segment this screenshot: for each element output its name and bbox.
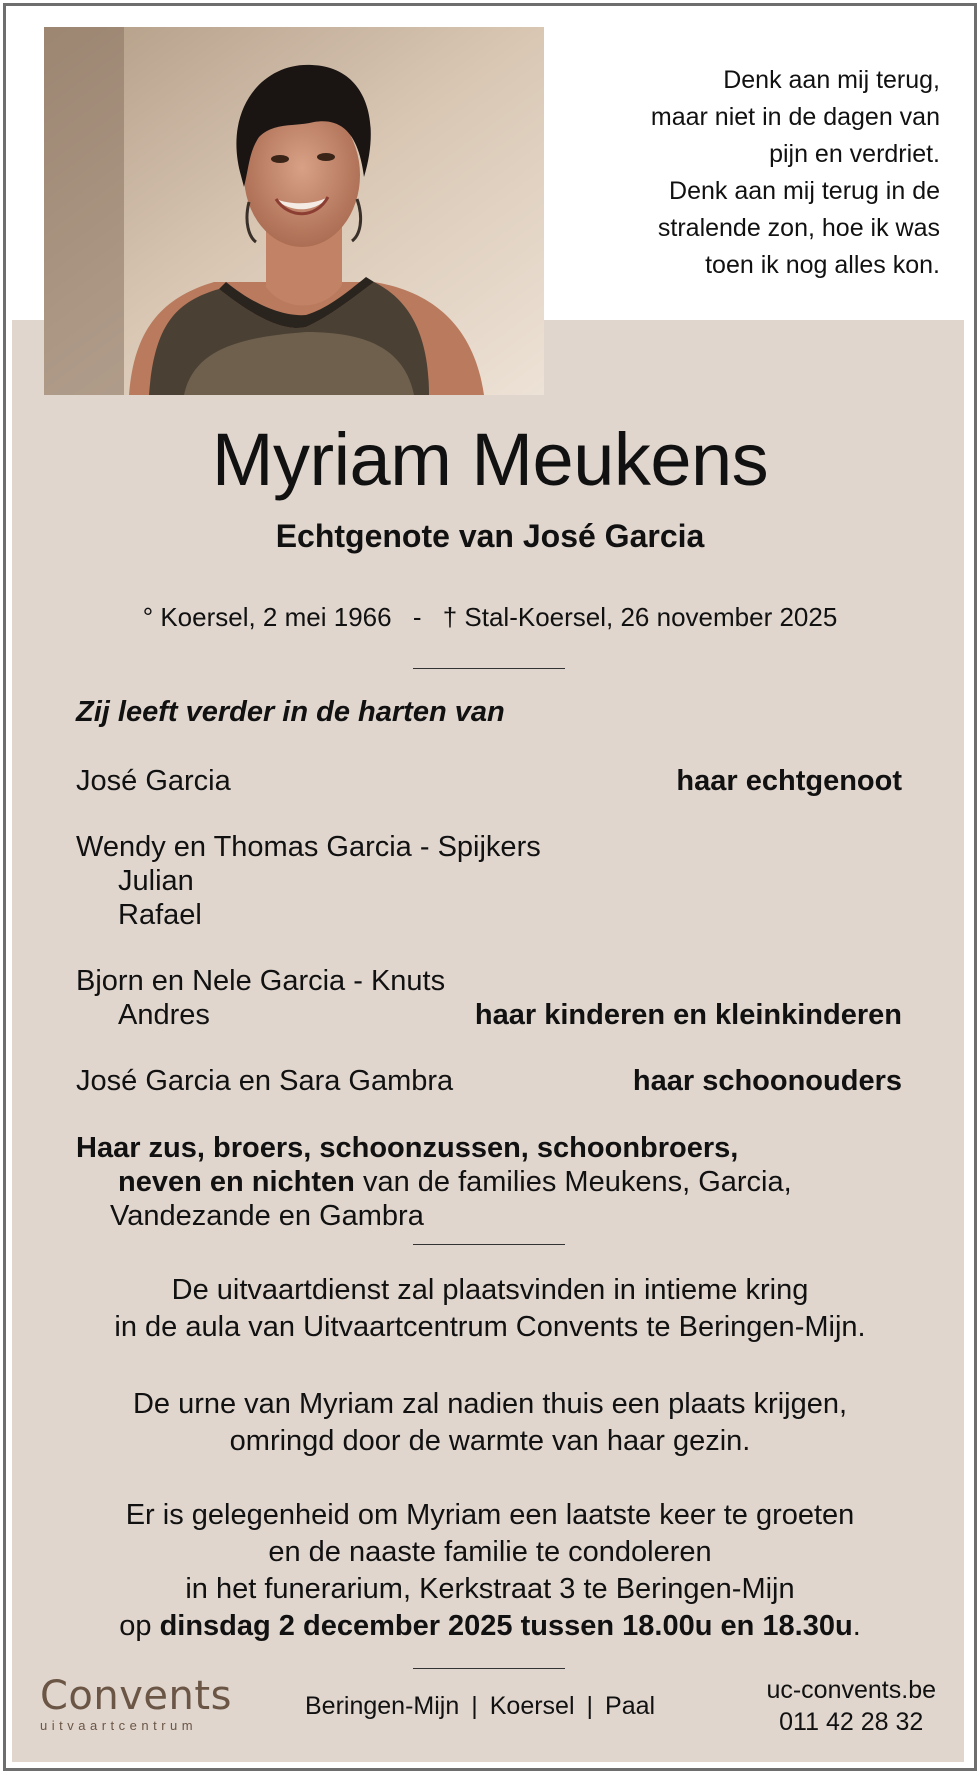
service-line: Er is gelegenheid om Myriam een laatste keer te groeten <box>125 1499 855 1531</box>
poem-line: pijn en verdriet. <box>769 140 940 168</box>
poem-line: maar niet in de dagen van <box>650 103 940 131</box>
divider-line <box>413 668 565 669</box>
family-row-inlaws <box>76 1064 902 1098</box>
location-separator: | <box>471 1692 478 1720</box>
website-link[interactable]: uc-convents.be <box>766 1676 936 1704</box>
service-line: in de aula van Uitvaartcentrum Convents te Beringen-Mijn. <box>114 1311 866 1343</box>
poem-line: Denk aan mij terug in de <box>669 177 940 205</box>
service-line: De urne van Myriam zal nadien thuis een plaats krijgen, <box>132 1388 848 1420</box>
service-paragraph-3 <box>0 1497 980 1645</box>
visit-datetime: dinsdag 2 december 2025 tussen 18.00u en 18.30u <box>159 1610 853 1642</box>
divider-line <box>413 1668 565 1669</box>
family-row-husband <box>76 764 902 798</box>
inlaws-name: José Garcia en Sara Gambra <box>76 1065 454 1097</box>
convents-logo <box>40 1673 232 1733</box>
date-separator: - <box>412 602 422 632</box>
logo-subtitle: uitvaartcentrum <box>40 1718 198 1733</box>
family-row-siblings <box>76 1131 902 1233</box>
visit-suffix: . <box>852 1610 861 1642</box>
siblings-line <box>76 1165 902 1199</box>
logo-wordmark: Convents <box>40 1673 232 1719</box>
poem-line: toen ik nog alles kon. <box>705 251 940 279</box>
service-paragraph-2 <box>0 1386 980 1460</box>
poem <box>520 62 940 284</box>
grandchild-name: Andres <box>118 999 210 1031</box>
poem-line: Denk aan mij terug, <box>723 66 940 94</box>
deceased-name: Myriam Meukens <box>211 418 769 501</box>
husband-role: haar echtgenoot <box>676 765 902 797</box>
footer-contact <box>766 1674 936 1738</box>
inlaws-role: haar schoonouders <box>632 1065 902 1097</box>
service-line <box>0 1608 980 1645</box>
family-row-child1 <box>76 830 902 932</box>
siblings-bold: neven en nichten <box>118 1166 355 1198</box>
family-row-child2 <box>76 964 902 1032</box>
siblings-rest: van de families Meukens, Garcia, <box>354 1166 792 1198</box>
portrait-photo <box>44 27 544 395</box>
grandchild-name: Rafael <box>118 899 202 931</box>
visit-prefix: op <box>119 1610 160 1642</box>
death-date: † Stal-Koersel, 26 november 2025 <box>442 602 838 632</box>
phone-number: 011 42 28 32 <box>779 1708 924 1736</box>
husband-name: José Garcia <box>76 765 231 797</box>
service-line: en de naaste familie te condoleren <box>268 1536 712 1568</box>
grandchild-name: Julian <box>118 865 194 897</box>
child-name: Wendy en Thomas Garcia - Spijkers <box>76 831 541 863</box>
service-paragraph-1 <box>0 1272 980 1346</box>
birth-date: ° Koersel, 2 mei 1966 <box>142 602 392 632</box>
location-separator: | <box>586 1692 594 1720</box>
location: Paal <box>605 1692 656 1720</box>
footer-locations <box>305 1691 655 1721</box>
children-role: haar kinderen en kleinkinderen <box>474 999 902 1031</box>
life-dates <box>0 600 980 634</box>
siblings-line: Vandezande en Gambra <box>110 1200 424 1232</box>
siblings-line: Haar zus, broers, schoonzussen, schoonbroers, <box>76 1132 739 1164</box>
child-name: Bjorn en Nele Garcia - Knuts <box>76 965 446 997</box>
family-lead: Zij leeft verder in de harten van <box>76 696 505 728</box>
location: Koersel <box>489 1692 575 1720</box>
location: Beringen-Mijn <box>305 1692 460 1720</box>
spouse-line: Echtgenote van José Garcia <box>275 518 705 554</box>
service-line: De uitvaartdienst zal plaatsvinden in intieme kring <box>171 1274 809 1306</box>
poem-line: stralende zon, hoe ik was <box>657 214 940 242</box>
service-line: in het funerarium, Kerkstraat 3 te Beringen-Mijn <box>185 1573 795 1605</box>
divider-line <box>413 1244 565 1245</box>
service-line: omringd door de warmte van haar gezin. <box>229 1425 751 1457</box>
